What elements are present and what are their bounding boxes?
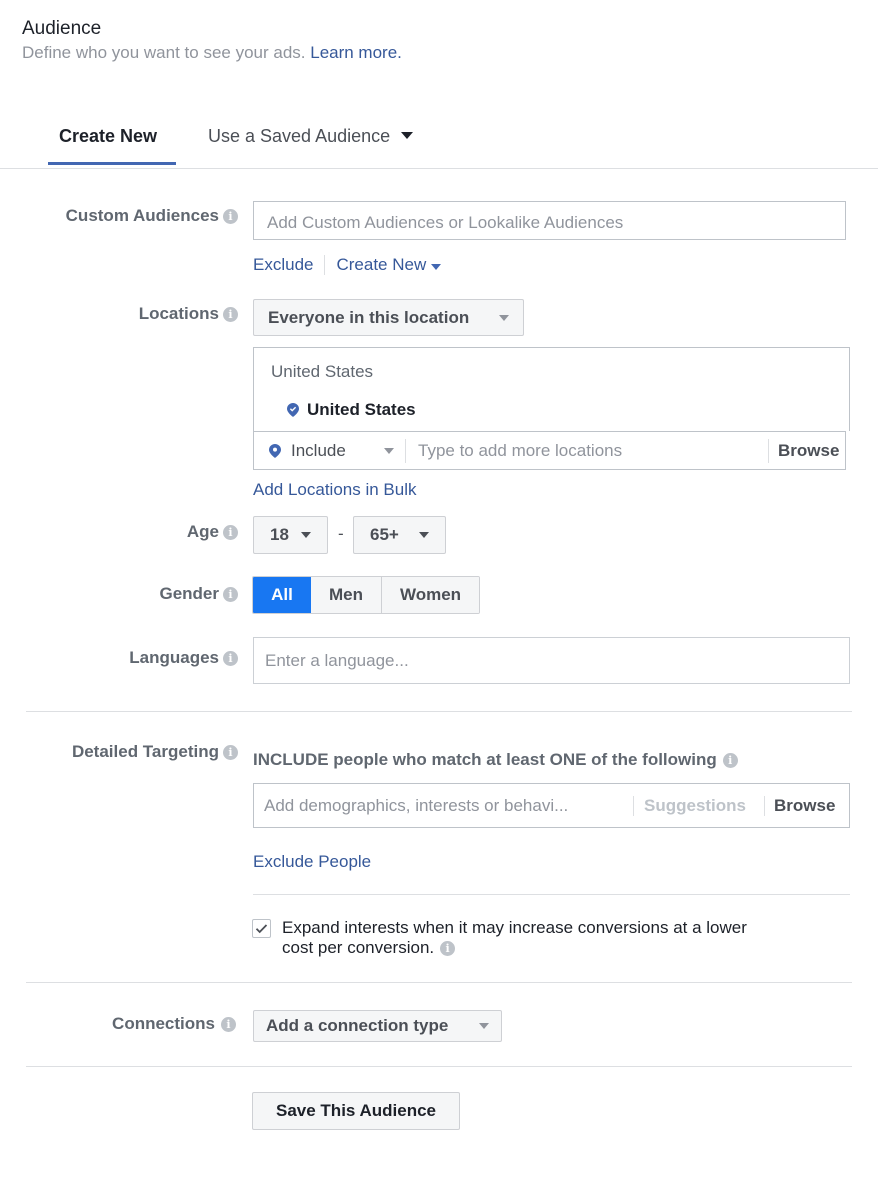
section-divider [26, 982, 852, 983]
create-new-link[interactable]: Create New [336, 255, 427, 274]
detailed-targeting-search-row [253, 783, 850, 828]
languages-label [129, 648, 238, 668]
checkmark-icon [253, 920, 270, 937]
detailed-targeting-label [72, 742, 238, 762]
caret-down-icon [419, 532, 429, 538]
selected-location-item[interactable] [287, 400, 416, 420]
caret-down-icon [499, 315, 509, 321]
info-icon[interactable]: i [223, 209, 238, 224]
gender-segmented-control [252, 576, 480, 614]
location-group-header: United States [271, 362, 374, 381]
languages-placeholder: Enter a language... [265, 651, 409, 670]
tab-use-saved-audience-label: Use a Saved Audience [208, 126, 391, 146]
info-icon[interactable]: i [440, 941, 455, 956]
caret-down-icon [401, 132, 413, 139]
tab-create-new[interactable]: Create New [59, 126, 158, 146]
location-pin-icon [287, 403, 299, 417]
gender-women-button[interactable]: Women [382, 577, 479, 613]
info-icon[interactable]: i [223, 525, 238, 540]
section-divider [26, 711, 852, 712]
section-divider [26, 1066, 852, 1067]
link-divider [324, 255, 325, 275]
tabs-divider [0, 168, 878, 169]
location-search-row [253, 431, 846, 470]
info-icon[interactable]: i [223, 587, 238, 602]
locations-label [139, 304, 238, 324]
active-tab-indicator [48, 162, 176, 165]
custom-audiences-label [66, 206, 238, 226]
caret-down-icon [384, 448, 394, 454]
info-icon[interactable]: i [723, 753, 738, 768]
learn-more-link[interactable]: Learn more. [310, 43, 402, 62]
exclude-people-link[interactable]: Exclude People [253, 852, 372, 871]
age-max-value: 65+ [370, 525, 399, 544]
location-browse-button[interactable]: Browse [778, 440, 840, 460]
connection-type-dropdown[interactable] [253, 1010, 502, 1042]
include-value: Include [291, 440, 346, 460]
expand-interests-line2: cost per conversion. [282, 938, 435, 957]
selected-location-label: United States [307, 400, 416, 419]
expand-interests-line1: Expand interests when it may increase conversions at a lower [282, 918, 747, 937]
selected-locations-box [253, 347, 850, 431]
gender-men-button[interactable]: Men [311, 577, 382, 613]
custom-audiences-placeholder: Add Custom Audiences or Lookalike Audiences [267, 213, 624, 232]
gender-label [159, 584, 238, 604]
languages-input[interactable] [253, 637, 850, 684]
custom-audiences-links [253, 255, 441, 275]
suggestions-button[interactable]: Suggestions [644, 795, 747, 815]
connections-label [112, 1014, 236, 1034]
gender-label-text: Gender [159, 584, 219, 603]
age-label-text: Age [186, 522, 219, 541]
connections-label-text: Connections [112, 1014, 215, 1033]
targeting-browse-button[interactable]: Browse [774, 795, 836, 815]
age-separator: - [338, 524, 344, 543]
info-icon[interactable]: i [221, 1017, 236, 1032]
custom-audiences-label-text: Custom Audiences [65, 206, 219, 225]
age-label [187, 522, 238, 542]
caret-down-icon [431, 264, 441, 270]
expand-interests-checkbox[interactable] [252, 919, 271, 938]
languages-label-text: Languages [129, 648, 219, 667]
location-type-dropdown[interactable] [253, 299, 524, 336]
info-icon[interactable]: i [223, 651, 238, 666]
connection-type-value: Add a connection type [266, 1016, 449, 1035]
caret-down-icon [301, 532, 311, 538]
location-search-input[interactable]: Type to add more locations [418, 440, 623, 460]
expand-interests-line2-row [282, 938, 747, 958]
include-criteria-text [253, 750, 738, 770]
section-subtitle [22, 43, 402, 63]
include-criteria-label: INCLUDE people who match at least ONE of the following [253, 750, 717, 769]
location-type-value: Everyone in this location [268, 307, 470, 327]
save-audience-button[interactable]: Save This Audience [252, 1092, 460, 1130]
subtitle-text: Define who you want to see your ads. [22, 43, 306, 62]
location-pin-icon [269, 444, 281, 458]
detailed-targeting-input[interactable]: Add demographics, interests or behavi... [264, 795, 569, 815]
include-dropdown[interactable] [254, 441, 394, 461]
exclude-link[interactable]: Exclude [253, 255, 314, 274]
info-icon[interactable]: i [223, 307, 238, 322]
section-title: Audience [22, 18, 102, 39]
locations-label-text: Locations [138, 304, 219, 323]
detailed-targeting-label-text: Detailed Targeting [71, 742, 219, 761]
age-max-dropdown[interactable] [353, 516, 446, 554]
info-icon[interactable]: i [223, 745, 238, 760]
gender-all-button[interactable]: All [253, 577, 311, 613]
add-locations-bulk-link[interactable]: Add Locations in Bulk [253, 480, 417, 499]
caret-down-icon [479, 1023, 489, 1029]
age-min-value: 18 [270, 525, 289, 544]
custom-audiences-input[interactable] [253, 201, 846, 240]
age-min-dropdown[interactable] [253, 516, 328, 554]
targeting-divider [253, 894, 850, 895]
expand-interests-text [282, 918, 747, 958]
tab-use-saved-audience[interactable] [208, 126, 413, 147]
